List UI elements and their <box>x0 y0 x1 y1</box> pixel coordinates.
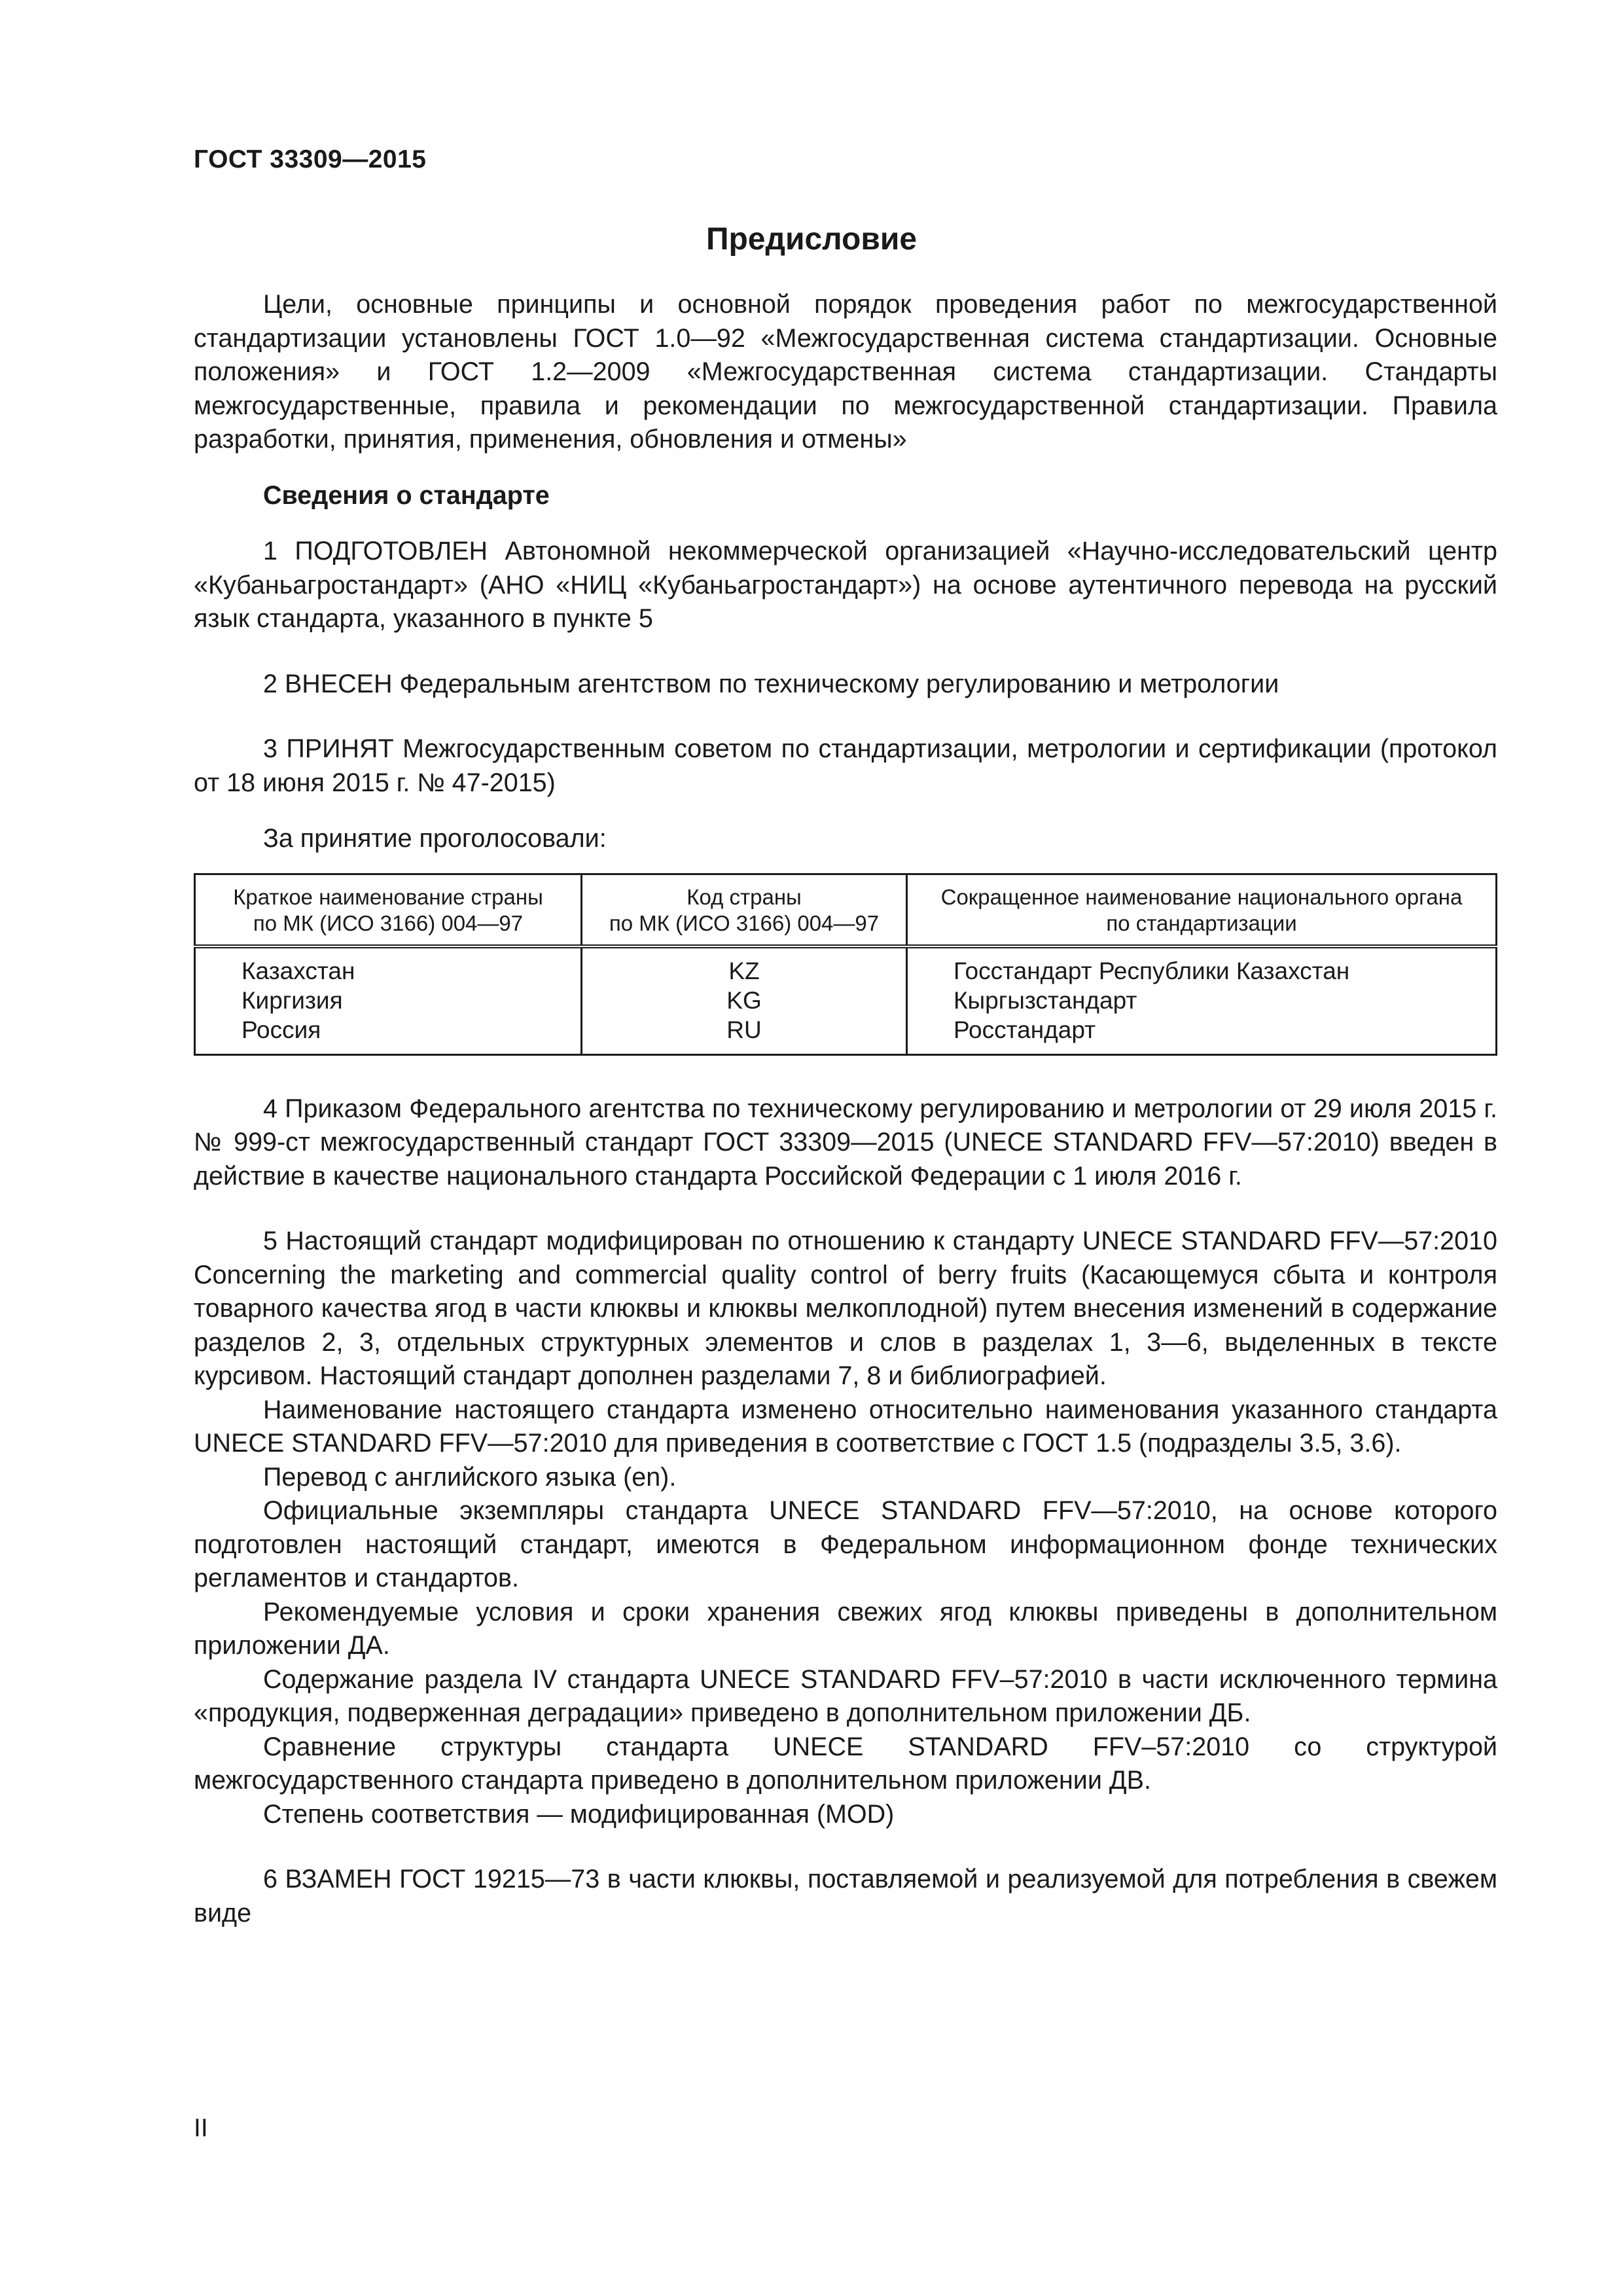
country-code-cell: KZ <box>582 946 907 986</box>
item-6-paragraph: 6 ВЗАМЕН ГОСТ 19215—73 в части клюквы, поставляемой и реализуемой для потребления в свежем виде <box>194 1865 1497 1928</box>
item-5-paragraph: Официальные экземпляры стандарта UNECE STANDARD FFV—57:2010, на основе которого подготовлен настоящий стандарт, имеются в Федеральном информационном фонде технических регламентов и стандартов. <box>194 1496 1497 1592</box>
table-row <box>195 946 1497 986</box>
document-body <box>194 288 1497 1930</box>
item-5-paragraph: Наименование настоящего стандарта изменено относительно наименования указанного стандарта UNECE STANDARD FFV—57:2010 для приведения в соответствие с ГОСТ 1.5 (подразделы 3.5, 3.6). <box>194 1395 1497 1458</box>
standards-body-cell: Росстандарт <box>907 1015 1497 1055</box>
voting-countries-table <box>194 873 1497 1056</box>
item-5-paragraph: 5 Настоящий стандарт модифицирован по отношению к стандарту UNECE STANDARD FFV—57:2010 Concerning the marketing and commercial quality control of berry fruits (Касающемуся сбыта и контроля товарного качества ягод в части клюквы и клюквы мелкоплодной) путем внесения изменений в содержание разделов 2, 3, отдельных структурных элементов и слов в разделах 1, 3—6, выделенных в тексте курсивом. Настоящий стандарт дополнен разделами 7, 8 и библиографией. <box>194 1227 1497 1390</box>
section-subheading: Сведения о стандарте <box>263 480 550 510</box>
vote-intro: За принятие проголосовали: <box>263 824 607 853</box>
item-5-paragraph: Сравнение структуры стандарта UNECE STANDARD FFV–57:2010 со структурой межгосударственного стандарта приведено в дополнительном приложении ДВ. <box>194 1732 1497 1795</box>
item-5-paragraph: Содержание раздела IV стандарта UNECE STANDARD FFV–57:2010 в части исключенного термина «продукция, подверженная деградации» приведено в дополнительном приложении ДБ. <box>194 1664 1497 1727</box>
country-name-cell: Россия <box>195 1015 582 1055</box>
item-3-paragraph: 3 ПРИНЯТ Межгосударственным советом по стандартизации, метрологии и сертификации (протокол от 18 июня 2015 г. № 47-2015) <box>194 734 1497 797</box>
country-code-cell: RU <box>582 1015 907 1055</box>
item-5-paragraph: Степень соответствия — модифицированная (MOD) <box>263 1799 895 1829</box>
table-header-cell: Краткое наименование страны по МК (ИСО 3166) 004—97 <box>195 874 582 946</box>
item-4-paragraph: 4 Приказом Федерального агентства по техническому регулированию и метрологии от 29 июля 2015 г. № 999-ст межгосударственный стандарт ГОСТ 33309—2015 (UNECE STANDARD FFV—57:2010) введен в действие в качестве национального стандарта Российской Федерации с 1 июля 2016 г. <box>194 1094 1497 1191</box>
item-2-paragraph: 2 ВНЕСЕН Федеральным агентством по техническому регулированию и метрологии <box>263 669 1279 698</box>
country-name-cell: Казахстан <box>195 946 582 986</box>
country-name-cell: Киргизия <box>195 986 582 1015</box>
table-row <box>195 986 1497 1015</box>
item-5-paragraph: Перевод с английского языка (en). <box>263 1462 677 1492</box>
intro-paragraph: Цели, основные принципы и основной порядок проведения работ по межгосударственной стандартизации установлены ГОСТ 1.0—92 «Межгосударственная система стандартизации. Основные положения» и ГОСТ 1.2—2009 «Межгосударственная система стандартизации. Стандарты межгосударственные, правила и рекомендации по межгосударственной стандартизации. Правила разработки, принятия, применения, обновления и отмены» <box>194 290 1497 454</box>
table-row <box>195 1015 1497 1055</box>
standards-body-cell: Госстандарт Республики Казахстан <box>907 946 1497 986</box>
table-header-cell: Код страны по МК (ИСО 3166) 004—97 <box>582 874 907 946</box>
page-title: Предисловие <box>705 222 918 257</box>
country-code-cell: KG <box>582 986 907 1015</box>
document-header: ГОСТ 33309—2015 <box>194 145 427 173</box>
table-header-cell: Сокращенное наименование национального органа по стандартизации <box>907 874 1497 946</box>
standards-body-cell: Кыргызстандарт <box>907 986 1497 1015</box>
table-header-row <box>195 874 1497 946</box>
page-number: II <box>194 2114 208 2142</box>
item-1-paragraph: 1 ПОДГОТОВЛЕН Автономной некоммерческой организацией «Научно-исследовательский центр «Кубаньагростандарт» (АНО «НИЦ «Кубаньагростандарт») на основе аутентичного перевода на русский язык стандарта, указанного в пункте 5 <box>194 537 1497 633</box>
item-5-paragraph: Рекомендуемые условия и сроки хранения свежих ягод клюквы приведены в дополнительном приложении ДА. <box>194 1597 1497 1660</box>
